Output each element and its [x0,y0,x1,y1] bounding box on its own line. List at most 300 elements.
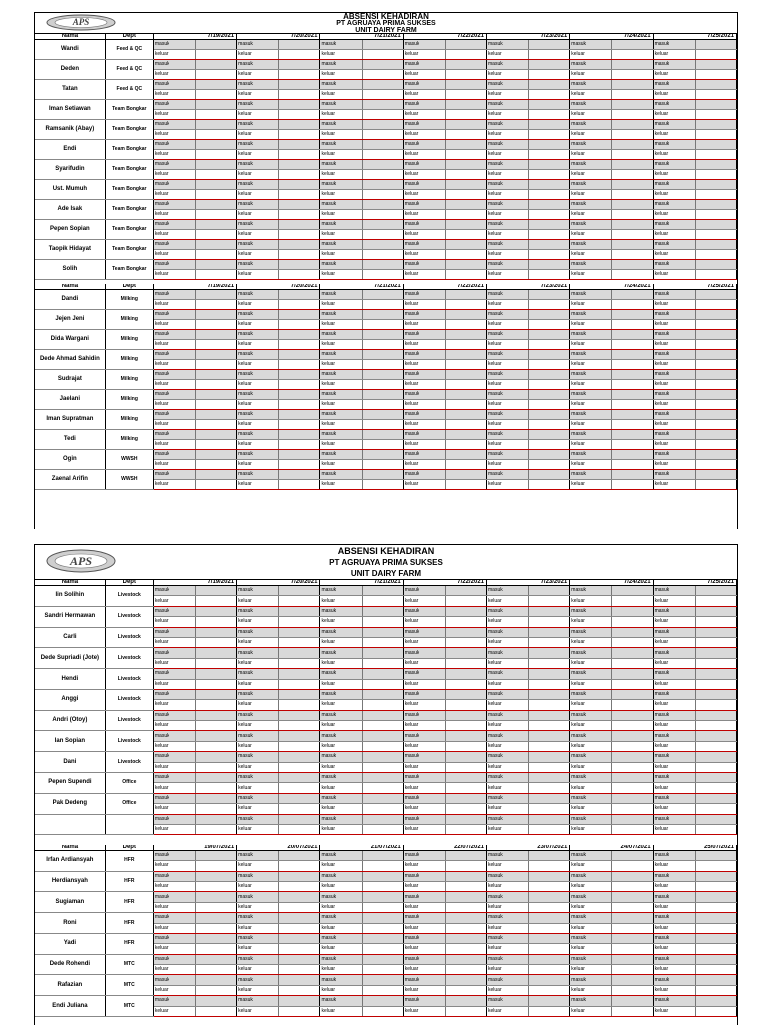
time-cell[interactable] [612,330,653,340]
time-cell[interactable] [419,370,445,380]
time-cell[interactable] [362,100,403,110]
time-cell[interactable] [669,648,695,658]
time-cell[interactable] [419,230,445,240]
time-cell[interactable] [612,773,653,783]
time-cell[interactable] [445,814,486,824]
time-cell[interactable] [669,923,695,933]
time-cell[interactable] [362,586,403,596]
time-cell[interactable] [612,300,653,310]
time-cell[interactable] [503,410,529,420]
time-cell[interactable] [445,120,486,130]
time-cell[interactable] [419,648,445,658]
time-cell[interactable] [169,637,195,647]
time-cell[interactable] [445,190,486,200]
time-cell[interactable] [503,250,529,260]
time-cell[interactable] [695,190,736,200]
time-cell[interactable] [196,850,237,860]
time-cell[interactable] [362,881,403,891]
time-cell[interactable] [253,170,279,180]
time-cell[interactable] [669,881,695,891]
time-cell[interactable] [669,390,695,400]
time-cell[interactable] [279,773,320,783]
time-cell[interactable] [669,752,695,762]
time-cell[interactable] [612,814,653,824]
time-cell[interactable] [695,440,736,450]
time-cell[interactable] [612,460,653,470]
time-cell[interactable] [362,861,403,871]
time-cell[interactable] [362,460,403,470]
time-cell[interactable] [279,370,320,380]
time-cell[interactable] [529,850,570,860]
time-cell[interactable] [586,250,612,260]
time-cell[interactable] [586,606,612,616]
time-cell[interactable] [669,370,695,380]
time-cell[interactable] [445,110,486,120]
time-cell[interactable] [336,793,362,803]
time-cell[interactable] [362,420,403,430]
time-cell[interactable] [669,804,695,814]
time-cell[interactable] [419,658,445,668]
time-cell[interactable] [419,783,445,793]
time-cell[interactable] [695,824,736,834]
time-cell[interactable] [362,310,403,320]
time-cell[interactable] [529,814,570,824]
time-cell[interactable] [253,824,279,834]
time-cell[interactable] [586,793,612,803]
time-cell[interactable] [503,260,529,270]
time-cell[interactable] [586,617,612,627]
time-cell[interactable] [196,861,237,871]
time-cell[interactable] [612,762,653,772]
time-cell[interactable] [503,470,529,480]
time-cell[interactable] [695,689,736,699]
time-cell[interactable] [336,752,362,762]
time-cell[interactable] [586,965,612,975]
time-cell[interactable] [529,627,570,637]
time-cell[interactable] [445,752,486,762]
time-cell[interactable] [362,731,403,741]
time-cell[interactable] [586,180,612,190]
time-cell[interactable] [695,370,736,380]
time-cell[interactable] [253,150,279,160]
time-cell[interactable] [362,762,403,772]
time-cell[interactable] [336,902,362,912]
time-cell[interactable] [253,773,279,783]
time-cell[interactable] [503,617,529,627]
time-cell[interactable] [253,669,279,679]
time-cell[interactable] [362,871,403,881]
time-cell[interactable] [169,861,195,871]
time-cell[interactable] [503,180,529,190]
time-cell[interactable] [419,617,445,627]
time-cell[interactable] [169,954,195,964]
time-cell[interactable] [695,110,736,120]
time-cell[interactable] [503,658,529,668]
time-cell[interactable] [336,40,362,50]
time-cell[interactable] [445,881,486,891]
time-cell[interactable] [169,627,195,637]
time-cell[interactable] [279,100,320,110]
time-cell[interactable] [336,360,362,370]
time-cell[interactable] [196,1006,237,1016]
time-cell[interactable] [336,996,362,1006]
time-cell[interactable] [196,824,237,834]
time-cell[interactable] [669,996,695,1006]
time-cell[interactable] [612,200,653,210]
time-cell[interactable] [169,50,195,60]
time-cell[interactable] [529,340,570,350]
time-cell[interactable] [669,933,695,943]
time-cell[interactable] [503,679,529,689]
time-cell[interactable] [169,814,195,824]
time-cell[interactable] [419,110,445,120]
time-cell[interactable] [669,586,695,596]
time-cell[interactable] [362,140,403,150]
time-cell[interactable] [336,824,362,834]
time-cell[interactable] [362,160,403,170]
time-cell[interactable] [445,310,486,320]
time-cell[interactable] [279,679,320,689]
time-cell[interactable] [503,783,529,793]
time-cell[interactable] [445,954,486,964]
time-cell[interactable] [169,130,195,140]
time-cell[interactable] [445,160,486,170]
time-cell[interactable] [503,773,529,783]
time-cell[interactable] [169,793,195,803]
time-cell[interactable] [612,944,653,954]
time-cell[interactable] [503,804,529,814]
time-cell[interactable] [336,944,362,954]
time-cell[interactable] [612,210,653,220]
time-cell[interactable] [196,430,237,440]
time-cell[interactable] [196,596,237,606]
time-cell[interactable] [612,390,653,400]
time-cell[interactable] [279,996,320,1006]
time-cell[interactable] [503,150,529,160]
time-cell[interactable] [529,871,570,881]
time-cell[interactable] [695,130,736,140]
time-cell[interactable] [169,606,195,616]
time-cell[interactable] [669,310,695,320]
time-cell[interactable] [196,752,237,762]
time-cell[interactable] [586,824,612,834]
time-cell[interactable] [169,480,195,490]
time-cell[interactable] [169,881,195,891]
time-cell[interactable] [336,110,362,120]
time-cell[interactable] [586,648,612,658]
time-cell[interactable] [336,190,362,200]
time-cell[interactable] [362,850,403,860]
time-cell[interactable] [503,824,529,834]
time-cell[interactable] [529,310,570,320]
time-cell[interactable] [336,320,362,330]
time-cell[interactable] [169,700,195,710]
time-cell[interactable] [279,965,320,975]
time-cell[interactable] [503,420,529,430]
time-cell[interactable] [253,460,279,470]
time-cell[interactable] [253,90,279,100]
time-cell[interactable] [445,270,486,280]
time-cell[interactable] [169,804,195,814]
time-cell[interactable] [529,637,570,647]
time-cell[interactable] [419,100,445,110]
time-cell[interactable] [362,804,403,814]
time-cell[interactable] [529,824,570,834]
time-cell[interactable] [336,850,362,860]
time-cell[interactable] [445,773,486,783]
time-cell[interactable] [586,240,612,250]
time-cell[interactable] [362,80,403,90]
time-cell[interactable] [196,762,237,772]
time-cell[interactable] [196,721,237,731]
time-cell[interactable] [362,902,403,912]
time-cell[interactable] [612,480,653,490]
time-cell[interactable] [586,861,612,871]
time-cell[interactable] [196,350,237,360]
time-cell[interactable] [695,658,736,668]
time-cell[interactable] [695,913,736,923]
time-cell[interactable] [362,923,403,933]
time-cell[interactable] [445,975,486,985]
time-cell[interactable] [612,804,653,814]
time-cell[interactable] [169,648,195,658]
time-cell[interactable] [586,160,612,170]
time-cell[interactable] [586,1006,612,1016]
time-cell[interactable] [445,330,486,340]
time-cell[interactable] [253,762,279,772]
time-cell[interactable] [445,996,486,1006]
time-cell[interactable] [336,180,362,190]
time-cell[interactable] [695,762,736,772]
time-cell[interactable] [695,721,736,731]
time-cell[interactable] [529,762,570,772]
time-cell[interactable] [445,240,486,250]
time-cell[interactable] [279,330,320,340]
time-cell[interactable] [503,170,529,180]
time-cell[interactable] [445,933,486,943]
time-cell[interactable] [336,90,362,100]
time-cell[interactable] [529,648,570,658]
time-cell[interactable] [529,741,570,751]
time-cell[interactable] [279,741,320,751]
time-cell[interactable] [612,260,653,270]
time-cell[interactable] [612,400,653,410]
time-cell[interactable] [362,370,403,380]
time-cell[interactable] [419,627,445,637]
time-cell[interactable] [586,220,612,230]
time-cell[interactable] [669,180,695,190]
time-cell[interactable] [419,606,445,616]
time-cell[interactable] [196,210,237,220]
time-cell[interactable] [253,400,279,410]
time-cell[interactable] [503,606,529,616]
time-cell[interactable] [695,150,736,160]
time-cell[interactable] [419,410,445,420]
time-cell[interactable] [169,370,195,380]
time-cell[interactable] [669,892,695,902]
time-cell[interactable] [279,861,320,871]
time-cell[interactable] [279,637,320,647]
time-cell[interactable] [169,773,195,783]
time-cell[interactable] [529,170,570,180]
time-cell[interactable] [695,933,736,943]
time-cell[interactable] [419,240,445,250]
time-cell[interactable] [669,160,695,170]
time-cell[interactable] [445,450,486,460]
time-cell[interactable] [336,340,362,350]
time-cell[interactable] [445,150,486,160]
time-cell[interactable] [612,40,653,50]
time-cell[interactable] [253,190,279,200]
time-cell[interactable] [612,824,653,834]
time-cell[interactable] [586,270,612,280]
time-cell[interactable] [586,783,612,793]
time-cell[interactable] [612,881,653,891]
time-cell[interactable] [612,110,653,120]
time-cell[interactable] [503,110,529,120]
time-cell[interactable] [336,783,362,793]
time-cell[interactable] [362,689,403,699]
time-cell[interactable] [503,190,529,200]
time-cell[interactable] [612,700,653,710]
time-cell[interactable] [362,752,403,762]
time-cell[interactable] [612,871,653,881]
time-cell[interactable] [253,60,279,70]
time-cell[interactable] [529,470,570,480]
time-cell[interactable] [362,824,403,834]
time-cell[interactable] [529,440,570,450]
time-cell[interactable] [586,140,612,150]
time-cell[interactable] [695,783,736,793]
time-cell[interactable] [669,450,695,460]
time-cell[interactable] [169,360,195,370]
time-cell[interactable] [419,150,445,160]
time-cell[interactable] [503,60,529,70]
time-cell[interactable] [445,804,486,814]
time-cell[interactable] [253,975,279,985]
time-cell[interactable] [695,220,736,230]
time-cell[interactable] [503,881,529,891]
time-cell[interactable] [612,270,653,280]
time-cell[interactable] [253,50,279,60]
time-cell[interactable] [362,70,403,80]
time-cell[interactable] [336,380,362,390]
time-cell[interactable] [169,1006,195,1016]
time-cell[interactable] [279,627,320,637]
time-cell[interactable] [336,710,362,720]
time-cell[interactable] [196,700,237,710]
time-cell[interactable] [612,975,653,985]
time-cell[interactable] [612,100,653,110]
time-cell[interactable] [445,360,486,370]
time-cell[interactable] [279,804,320,814]
time-cell[interactable] [362,410,403,420]
time-cell[interactable] [279,340,320,350]
time-cell[interactable] [336,954,362,964]
time-cell[interactable] [529,80,570,90]
time-cell[interactable] [445,200,486,210]
time-cell[interactable] [253,710,279,720]
time-cell[interactable] [196,975,237,985]
time-cell[interactable] [669,230,695,240]
time-cell[interactable] [169,975,195,985]
time-cell[interactable] [612,120,653,130]
time-cell[interactable] [336,975,362,985]
time-cell[interactable] [336,200,362,210]
time-cell[interactable] [196,390,237,400]
time-cell[interactable] [445,669,486,679]
time-cell[interactable] [529,130,570,140]
time-cell[interactable] [279,902,320,912]
time-cell[interactable] [419,270,445,280]
time-cell[interactable] [669,130,695,140]
time-cell[interactable] [503,793,529,803]
time-cell[interactable] [336,440,362,450]
time-cell[interactable] [503,710,529,720]
time-cell[interactable] [336,871,362,881]
time-cell[interactable] [669,40,695,50]
time-cell[interactable] [612,320,653,330]
time-cell[interactable] [279,658,320,668]
time-cell[interactable] [196,944,237,954]
time-cell[interactable] [503,100,529,110]
time-cell[interactable] [362,210,403,220]
time-cell[interactable] [253,913,279,923]
time-cell[interactable] [169,140,195,150]
time-cell[interactable] [612,954,653,964]
time-cell[interactable] [196,300,237,310]
time-cell[interactable] [169,350,195,360]
time-cell[interactable] [362,440,403,450]
time-cell[interactable] [169,741,195,751]
time-cell[interactable] [503,871,529,881]
time-cell[interactable] [695,637,736,647]
time-cell[interactable] [503,902,529,912]
time-cell[interactable] [529,480,570,490]
time-cell[interactable] [196,586,237,596]
time-cell[interactable] [336,150,362,160]
time-cell[interactable] [196,90,237,100]
time-cell[interactable] [586,430,612,440]
time-cell[interactable] [279,130,320,140]
time-cell[interactable] [586,90,612,100]
time-cell[interactable] [362,90,403,100]
time-cell[interactable] [503,310,529,320]
time-cell[interactable] [445,606,486,616]
time-cell[interactable] [196,658,237,668]
time-cell[interactable] [253,881,279,891]
time-cell[interactable] [669,731,695,741]
time-cell[interactable] [612,90,653,100]
time-cell[interactable] [419,596,445,606]
time-cell[interactable] [669,320,695,330]
time-cell[interactable] [336,923,362,933]
time-cell[interactable] [362,260,403,270]
time-cell[interactable] [279,80,320,90]
time-cell[interactable] [362,300,403,310]
time-cell[interactable] [529,985,570,995]
time-cell[interactable] [362,944,403,954]
time-cell[interactable] [529,350,570,360]
time-cell[interactable] [419,965,445,975]
time-cell[interactable] [529,700,570,710]
time-cell[interactable] [362,669,403,679]
time-cell[interactable] [529,410,570,420]
time-cell[interactable] [529,689,570,699]
time-cell[interactable] [695,954,736,964]
time-cell[interactable] [279,410,320,420]
time-cell[interactable] [445,300,486,310]
